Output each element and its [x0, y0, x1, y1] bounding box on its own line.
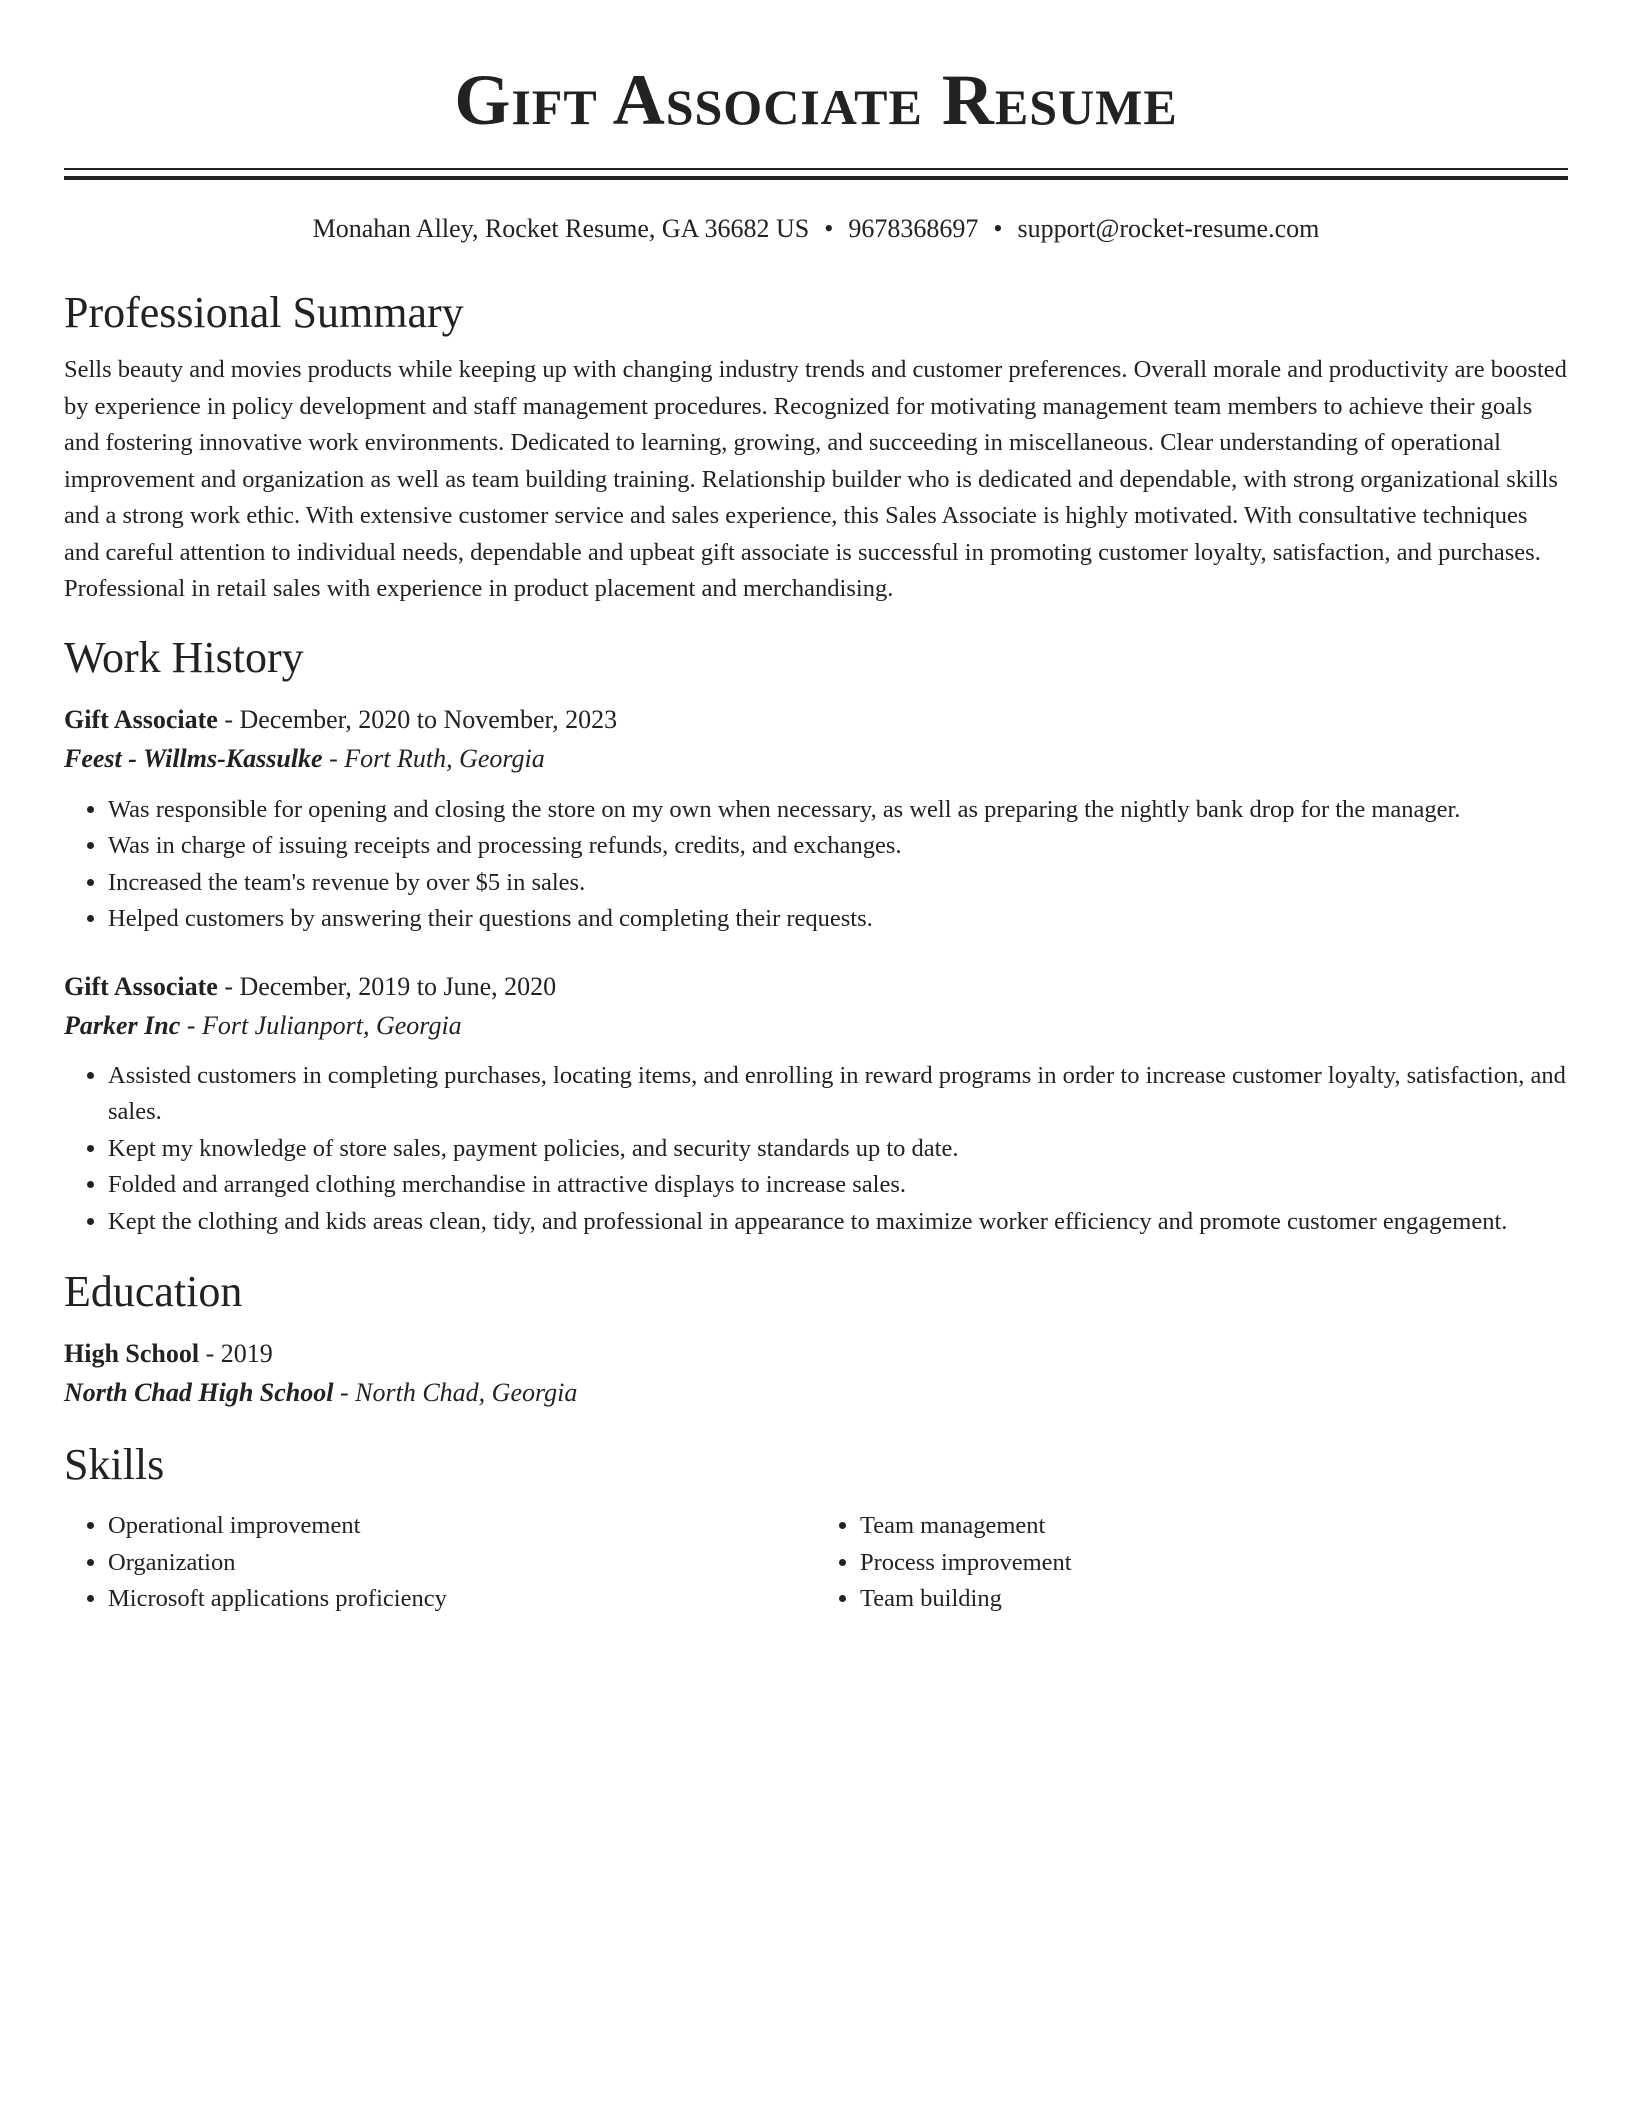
job-title: Gift Associate: [64, 971, 218, 1001]
list-item: • Team building: [860, 1581, 1568, 1618]
skills-column-right: [816, 1508, 1568, 1618]
education-year: - 2019: [199, 1339, 273, 1368]
job-bullets: [64, 792, 1568, 938]
job-title-line: [64, 704, 1568, 736]
work-history-heading: Work History: [64, 632, 304, 682]
list-item: • Operational improvement: [108, 1508, 816, 1545]
list-item: • Team management: [860, 1508, 1568, 1545]
summary-text: Sells beauty and movies products while keeping up with changing industry trends and customer preferences. Overall morale and productivity are boosted by experience in policy development and staff management procedures. Recognized for motivating management team members to achieve their goals and fostering innovative work environments. Dedicated to learning, growing, and succeeding in miscellaneous. Clear understanding of operational improvement and organization as well as team building training. Relationship builder who is dedicated and dependable, with strong organizational skills and a strong work ethic. With extensive customer service and sales experience, this Sales Associate is highly motivated. With consultative techniques and careful attention to individual needs, dependable and upbeat gift associate is successful in promoting customer loyalty, satisfaction, and purchases. Professional in retail sales with experience in product placement and merchandising.: [64, 356, 1567, 602]
education-heading: Education: [64, 1267, 243, 1316]
list-item: • Folded and arranged clothing merchandise in attractive displays to increase sales.: [108, 1167, 1568, 1204]
title-divider: [64, 168, 1568, 180]
job-location: - Fort Julianport, Georgia: [180, 1010, 462, 1040]
education-school: North Chad High School: [64, 1378, 334, 1407]
contact-address: Monahan Alley, Rocket Resume, GA 36682 US: [312, 214, 810, 243]
education-school-line: [64, 1377, 1568, 1409]
job-company-line: [64, 1010, 1568, 1042]
list-item: • Process improvement: [860, 1545, 1568, 1582]
contact-separator: •: [824, 214, 834, 243]
summary-heading: Professional Summary: [64, 288, 464, 337]
skills-heading: Skills: [64, 1440, 165, 1489]
list-item: • Was in charge of issuing receipts and processing refunds, credits, and exchanges.: [108, 828, 1568, 865]
contact-separator: •: [993, 214, 1003, 243]
education-location: - North Chad, Georgia: [333, 1378, 578, 1407]
education-degree-line: [64, 1338, 1568, 1370]
education-degree: High School: [64, 1339, 200, 1368]
list-item: • Was responsible for opening and closing the store on my own when necessary, as well as preparing the nightly bank drop for the manager.: [108, 792, 1568, 829]
job-dates: - December, 2020 to November, 2023: [217, 704, 618, 734]
job-entry: [64, 704, 1568, 938]
resume-title: Gift Associate Resume: [454, 60, 1178, 140]
job-company: Feest - Willms-Kassulke: [64, 743, 323, 773]
job-location: - Fort Ruth, Georgia: [322, 743, 545, 773]
list-item: • Organization: [108, 1545, 816, 1582]
list-item: • Increased the team's revenue by over $5 in sales.: [108, 865, 1568, 902]
list-item: • Helped customers by answering their questions and completing their requests.: [108, 901, 1568, 938]
job-title-line: [64, 971, 1568, 1003]
job-company-line: [64, 743, 1568, 775]
resume-page: [64, 0, 1568, 1618]
job-bullets: [64, 1058, 1568, 1241]
job-title: Gift Associate: [64, 704, 218, 734]
skills-list: [64, 1508, 1568, 1618]
list-item: • Assisted customers in completing purchases, locating items, and enrolling in reward programs in order to increase customer loyalty, satisfaction, and sales.: [108, 1058, 1568, 1131]
list-item: • Microsoft applications proficiency: [108, 1581, 816, 1618]
skills-column-left: [64, 1508, 816, 1618]
contact-email: support@rocket-resume.com: [1017, 214, 1320, 243]
contact-line: [64, 213, 1568, 245]
job-company: Parker Inc: [64, 1010, 181, 1040]
job-dates: - December, 2019 to June, 2020: [217, 971, 557, 1001]
job-entry: [64, 971, 1568, 1241]
list-item: • Kept my knowledge of store sales, payment policies, and security standards up to date.: [108, 1131, 1568, 1168]
contact-phone: 9678368697: [848, 214, 979, 243]
list-item: • Kept the clothing and kids areas clean, tidy, and professional in appearance to maximize worker efficiency and promote customer engagement.: [108, 1204, 1568, 1241]
